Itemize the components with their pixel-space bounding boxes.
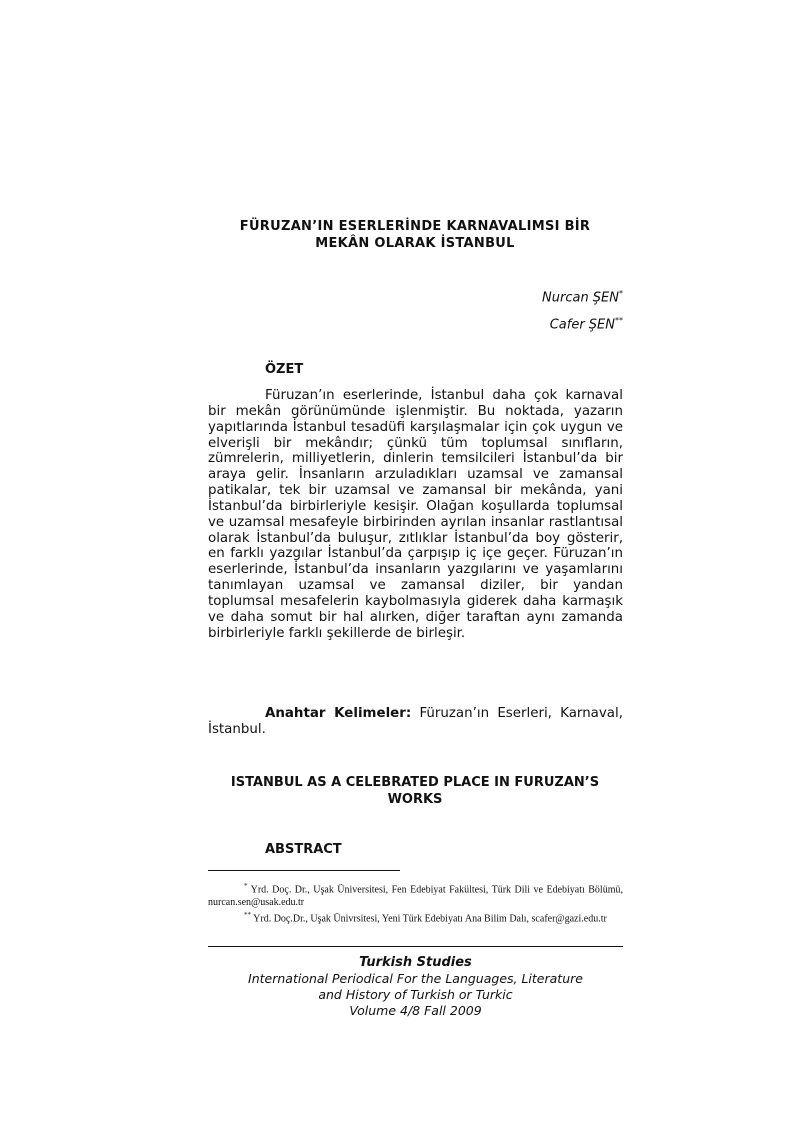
author-1 — [542, 286, 623, 306]
author-2-name: Cafer ŞEN — [549, 317, 615, 333]
footnote-divider — [208, 870, 400, 871]
keywords-list: Füruzan’ın Eserleri, Karnaval, İstanbul. — [208, 706, 623, 737]
ozet-heading: ÖZET — [265, 362, 304, 377]
keywords-label: Anahtar Kelimeler: — [265, 706, 412, 721]
footnote-2-text: Yrd. Doç.Dr., Uşak Ünivrsitesi, Yeni Türk Edebiyatı Ana Bilim Dalı, scafer@gazi.edu.tr — [253, 913, 607, 925]
english-title-line-1: ISTANBUL AS A CELEBRATED PLACE IN FURUZAN’S — [230, 775, 600, 790]
author-1-footnote-mark[interactable]: * — [619, 289, 623, 298]
footnote-1 — [208, 880, 623, 909]
journal-volume: Volume 4/8 Fall 2009 — [349, 1003, 482, 1018]
journal-subtitle-line-1: International Periodical For the Languages, Literature — [248, 971, 583, 986]
keywords-paragraph — [208, 706, 623, 738]
footnote-2 — [208, 909, 623, 925]
paper-title — [207, 218, 623, 252]
journal-footer — [208, 955, 623, 1019]
footnotes — [208, 880, 623, 926]
paper-title-line-1: FÜRUZAN’IN ESERLERİNDE KARNAVALIMSI BİR — [239, 219, 591, 234]
english-title-line-2: WORKS — [387, 792, 443, 807]
footnote-1-mark: * — [244, 882, 248, 890]
abstract-heading: ABSTRACT — [265, 842, 342, 857]
journal-subtitle-line-2: and History of Turkish or Turkic — [318, 987, 513, 1002]
footnote-2-mark: ** — [244, 911, 251, 920]
paper-title-line-2: MEKÂN OLARAK İSTANBUL — [315, 236, 515, 251]
english-title — [207, 774, 623, 808]
journal-name: Turkish Studies — [359, 955, 472, 970]
footnote-1-text: Yrd. Doç. Dr., Uşak Üniversitesi, Fen Edebiyat Fakültesi, Türk Dili ve Edebiyatı Bölümü, nurcan.sen@usak.edu.tr — [208, 884, 623, 909]
author-2 — [550, 313, 623, 333]
ozet-body: Füruzan’ın eserlerinde, İstanbul daha çok karnaval bir mekân görünümünde işlenmiştir. Bu noktada, yazarın yapıtlarında İstanbul tesadüfi karşılaşmalar için çok uygun ve elverişli bir mekândır; çünkü tüm toplumsal sınıfların, zümrelerin, milliyetlerin, dinlerin temsilcileri İstanbul’da bir araya gelir. İnsanların arzuladıkları uzamsal ve zamansal patikalar, tek bir uzamsal ve zamansal bir mekânda, yani İstanbul’da birbirleriyle kesişir. Olağan koşullarda toplumsal ve uzamsal mesafeyle birbirinden ayrılan insanlar rastlantısal olarak İstanbul’da buluşur, zıtlıklar İstanbul’da boy gösterir, en farklı yazgılar İstanbul’da çarpışıp iç içe geçer. Füruzan’ın eserlerinde, İstanbul’da insanların yazgılarını ve yaşamlarını tanımlayan uzamsal ve zamansal diziler, bir yandan toplumsal mesafelerin kaybolmasıyla giderek daha karmaşık ve daha somut bir hal alırken, diğer taraftan aynı zamanda birbirleriyle farklı şekillerde de birleşir. — [208, 388, 623, 641]
author-2-footnote-mark[interactable]: ** — [615, 316, 623, 325]
author-1-name: Nurcan ŞEN — [542, 290, 619, 306]
footer-divider — [208, 946, 623, 947]
